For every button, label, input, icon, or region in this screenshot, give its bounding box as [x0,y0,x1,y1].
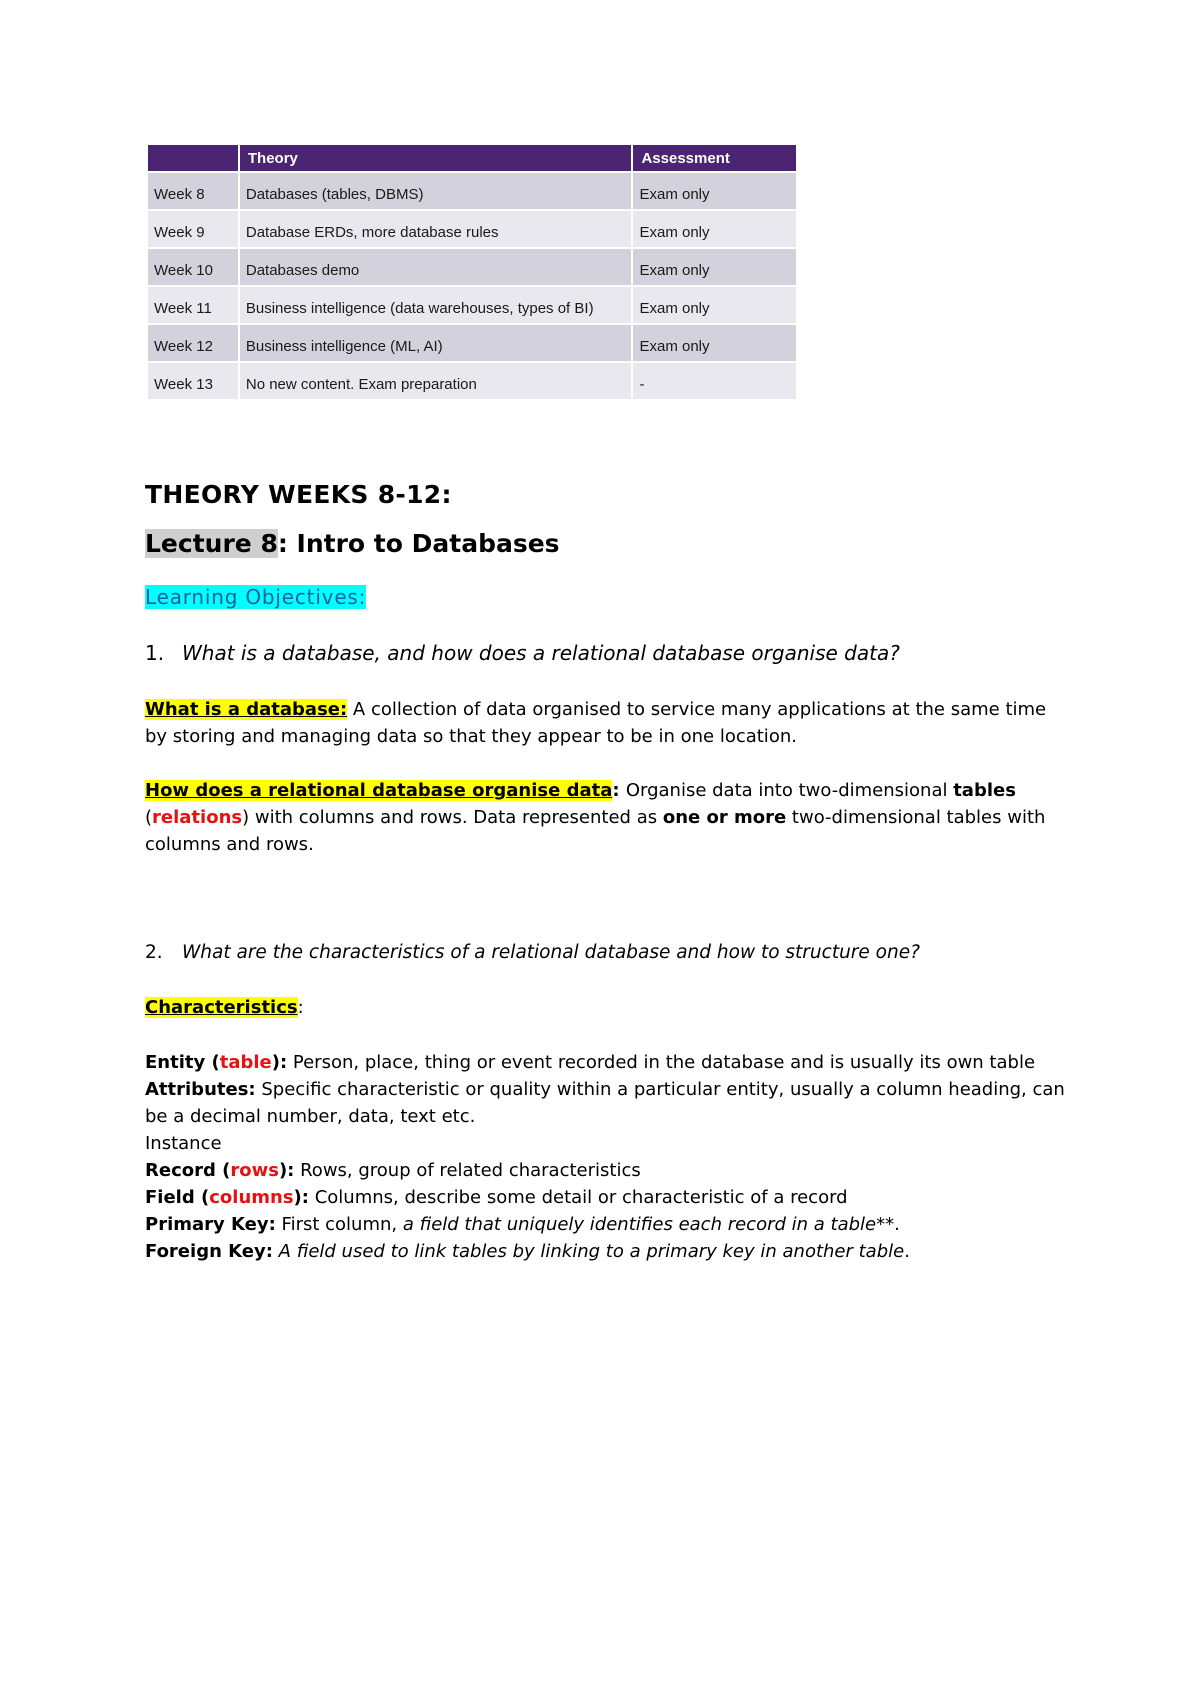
what-is-database-text: A collection of data organised to service many applications at the same time by storing and managing data so that they appear to be in one location. [145,699,1047,747]
entity-text: Person, place, thing or event recorded in the database and is usually its own table [287,1052,1036,1073]
table-row [148,247,796,285]
what-is-database-label: What is a database: [145,699,348,720]
primary-key-end: . [894,1214,900,1235]
cell-week: Week 12 [148,323,240,361]
characteristics-heading [145,994,1065,1021]
cell-assessment: Exam only [633,247,796,285]
question-2-number: 2. [145,942,163,963]
foreign-key-label: Foreign Key: [145,1241,273,1262]
record-label: Record ( [145,1160,231,1181]
attributes-definition [145,1076,1065,1130]
relational-paragraph [145,777,1065,858]
cell-theory: Database ERDs, more database rules [240,209,634,247]
learning-objectives-heading [145,585,1065,609]
lecture-heading [145,529,1065,558]
question-1-number: 1. [145,641,165,665]
cell-week: Week 10 [148,247,240,285]
entity-close: ): [271,1052,288,1073]
header-assessment: Assessment [633,145,796,171]
foreign-key-end: . [904,1241,910,1262]
cell-assessment: Exam only [633,323,796,361]
cell-assessment: Exam only [633,171,796,209]
schedule-header-row [148,145,796,171]
relational-colon: : [612,780,626,801]
header-theory: Theory [240,145,634,171]
primary-key-label: Primary Key: [145,1214,276,1235]
table-row [148,171,796,209]
cell-theory: Databases (tables, DBMS) [240,171,634,209]
foreign-key-italic: A field used to link tables by linking to a primary key in another table [278,1241,905,1262]
lecture-label: Lecture 8 [145,529,278,558]
field-close: ): [293,1187,309,1208]
header-week [148,145,240,171]
record-close: ): [278,1160,295,1181]
cell-assessment: - [633,361,796,399]
question-2-text: What are the characteristics of a relational database and how to structure one? [182,942,920,963]
entity-red: table [219,1052,272,1073]
record-red: rows [230,1160,279,1181]
schedule-table [148,145,796,399]
theory-weeks-heading: THEORY WEEKS 8-12: [145,480,452,509]
entity-definition [145,1049,1065,1076]
instance-line: Instance [145,1133,222,1154]
definitions-list [145,1049,1065,1265]
field-definition [145,1184,1065,1211]
record-definition [145,1157,1065,1184]
entity-label: Entity ( [145,1052,220,1073]
cell-theory: Business intelligence (data warehouses, types of BI) [240,285,634,323]
cell-theory: Business intelligence (ML, AI) [240,323,634,361]
record-text: Rows, group of related characteristics [294,1160,641,1181]
relational-tables: tables [953,780,1016,801]
learning-objectives-label: Learning Objectives: [145,585,367,609]
characteristics-label: Characteristics [145,997,298,1018]
question-2 [145,942,1065,963]
what-is-database-paragraph [145,696,1065,750]
relational-relations: relations [152,807,243,828]
attributes-label: Attributes: [145,1079,256,1100]
question-1-text: What is a database, and how does a relational database organise data? [182,641,900,665]
relational-one-or-more: one or more [662,807,787,828]
characteristics-colon: : [297,997,304,1018]
foreign-key-definition [145,1238,1065,1265]
field-text: Columns, describe some detail or characteristic of a record [308,1187,848,1208]
table-row [148,285,796,323]
table-row [148,323,796,361]
cell-week: Week 9 [148,209,240,247]
field-label: Field ( [145,1187,210,1208]
primary-key-italic: a field that uniquely identifies each record in a table** [402,1214,895,1235]
cell-assessment: Exam only [633,209,796,247]
cell-assessment: Exam only [633,285,796,323]
relational-open-paren: ( [145,807,153,828]
cell-theory: Databases demo [240,247,634,285]
question-1 [145,641,1065,665]
relational-text-3: two-dimensional tables with columns and rows. [145,807,1046,855]
cell-week: Week 8 [148,171,240,209]
table-row [148,209,796,247]
lecture-title: : Intro to Databases [277,529,560,558]
primary-key-text: First column, [275,1214,403,1235]
cell-theory: No new content. Exam preparation [240,361,634,399]
attributes-text: Specific characteristic or quality within a particular entity, usually a column heading, can be a decimal number, data, text etc. [145,1079,1065,1127]
primary-key-definition [145,1211,1065,1238]
cell-week: Week 11 [148,285,240,323]
table-row [148,361,796,399]
relational-text-2: ) with columns and rows. Data represented as [242,807,663,828]
field-red: columns [209,1187,294,1208]
relational-label: How does a relational database organise data [145,780,613,801]
cell-week: Week 13 [148,361,240,399]
relational-text-1: Organise data into two-dimensional [625,780,954,801]
